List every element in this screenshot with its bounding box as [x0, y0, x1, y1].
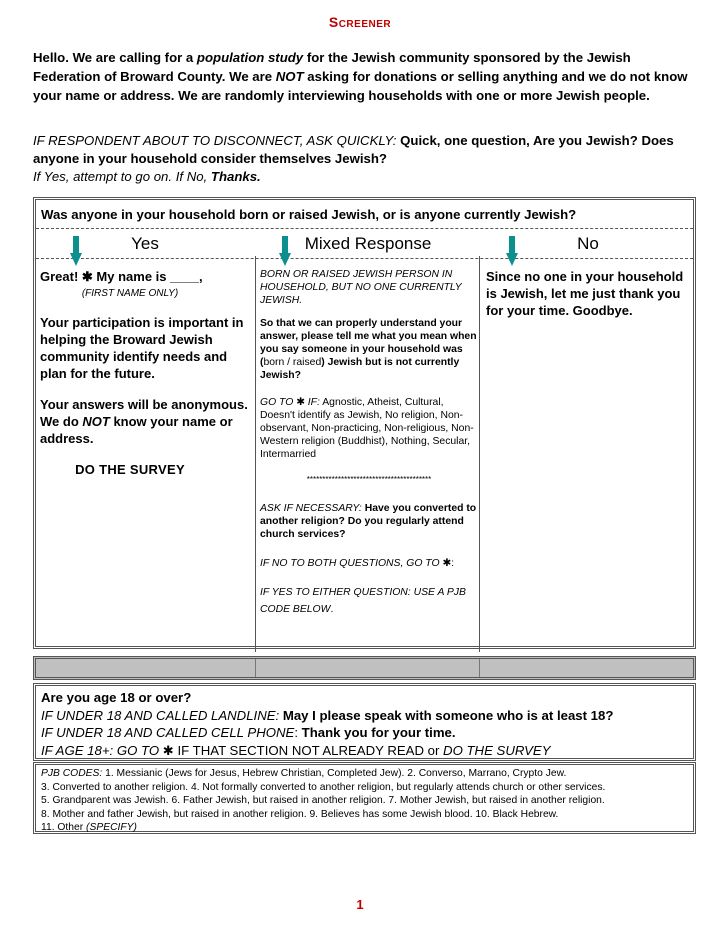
ask-questions: Have you converted to another religion? Do you regularly attend church services? — [260, 503, 477, 540]
asterisk-icon: ✱ — [81, 269, 93, 284]
yes-either-instruction: IF YES TO EITHER QUESTION: USE A PJB CODE BELOW — [260, 587, 466, 615]
born-raised-note: BORN OR RAISED JEWISH PERSON IN HOUSEHOLD, BUT NO ONE CURRENTLY JEWISH. — [260, 269, 462, 306]
ask-if-necessary-label: ASK IF NECESSARY: — [260, 503, 362, 514]
first-name-only-note: (FIRST NAME ONLY) — [81, 288, 179, 299]
followup-instruction: If Yes, attempt to go on. If No, — [33, 169, 211, 184]
anonymous-text-1: Your answers will be anonymous. We do — [40, 397, 248, 429]
age18-do-survey: DO THE SURVEY — [443, 742, 551, 758]
anonymous-text-2: know your name or address. — [40, 414, 233, 446]
anonymous-not: NOT — [82, 414, 110, 429]
main-question: Was anyone in your household born or raised Jewish, or is anyone currently Jewish? — [41, 207, 577, 222]
disconnect-note — [33, 132, 698, 186]
screener-question-box — [33, 197, 696, 649]
page-title: Screener — [328, 14, 392, 30]
column-divider-1 — [255, 256, 256, 652]
born-raised-choice: born / raised — [263, 357, 322, 368]
cell-instruction: IF UNDER 18 AND CALLED CELL PHONE — [41, 725, 295, 740]
age18-middle: IF THAT SECTION NOT ALREADY READ or — [173, 742, 444, 758]
great-text: Great! — [40, 269, 82, 284]
cell-thanks: Thank you for your time. — [301, 725, 456, 740]
landline-question: May I please speak with someone who is at least 18? — [279, 707, 614, 723]
cell-colon: : — [294, 725, 302, 740]
no-column-text: Since no one in your household is Jewish, let me just thank you for your time. Goodbye. — [486, 269, 684, 318]
pjb-line-5: 11. Other — [41, 822, 87, 834]
my-name-text: My name is ____, — [92, 269, 203, 284]
no-both-colon: : — [451, 558, 455, 569]
mixed-column — [260, 268, 478, 618]
column-header-no: No — [577, 234, 599, 253]
pjb-line-1: 1. Messianic (Jews for Jesus, Hebrew Christian, Completed Jew). 2. Converso, Marrano, Crypto Jew. — [102, 768, 567, 779]
page-number: 1 — [356, 897, 364, 912]
shade-divider-1 — [255, 659, 256, 677]
asterisk-icon: ✱ — [162, 742, 174, 758]
intro-paragraph — [33, 48, 698, 105]
landline-instruction: IF UNDER 18 AND CALLED LANDLINE: — [41, 707, 280, 723]
intro-text-2: for the Jewish community sponsored by the Jewish Federation of Broward County. We are — [33, 50, 631, 84]
disconnect-instruction: IF RESPONDENT ABOUT TO DISCONNECT, ASK QUICKLY: — [33, 133, 397, 148]
pjb-line-2: 3. Converted to another religion. 4. Not formally converted to another religion, but regularly attends church or other services. — [41, 781, 606, 793]
participation-text: Your participation is important in helping the Broward Jewish community identify needs and plan for the future. — [40, 315, 244, 381]
shaded-separator-row — [33, 656, 696, 680]
pjb-specify: (SPECIFY) — [86, 822, 137, 834]
shade-divider-2 — [479, 659, 480, 677]
column-divider-2 — [479, 256, 480, 652]
pjb-codes-box — [33, 762, 696, 834]
no-both-instruction: IF NO TO BOTH QUESTIONS, GO TO — [260, 558, 443, 569]
intro-emphasis-population: population study — [196, 50, 304, 65]
column-header-yes: Yes — [131, 234, 159, 253]
age18-instruction: IF AGE 18+: GO TO — [41, 742, 163, 758]
asterisk-icon: ✱ — [296, 397, 305, 408]
intro-text-1: Hello. We are calling for a — [33, 50, 197, 65]
intro-text-3: asking for donations or selling anything and we do not know your name or address. We are randomly interviewing households with one or more Jewish people. — [33, 69, 688, 103]
pjb-label: PJB CODES: — [41, 768, 103, 779]
column-header-mixed: Mixed Response — [304, 234, 432, 253]
thanks-text: Thanks. — [210, 169, 261, 184]
age-question: Are you age 18 or over? — [41, 690, 192, 705]
age-question-box — [33, 683, 696, 761]
goto-label: GO TO — [260, 397, 297, 408]
if-list: Agnostic, Atheist, Cultural, Doesn't identify as Jewish, No religion, Non-observant, Non-practicing, Non-religious, Non-Western religion (Buddhist), Nothing, Secular, Intermarried — [260, 397, 474, 460]
pjb-line-4: 8. Mother and father Jewish, but raised in another religion. 9. Believes has some Jewish blood. 10. Black Hebrew. — [41, 808, 559, 820]
yes-column — [40, 268, 250, 478]
understand-text-1: So that we can properly understand your answer, please tell me what you mean when you say someone in your household was ( — [260, 318, 477, 368]
asterisk-icon: ✱ — [442, 558, 452, 569]
pjb-line-3: 5. Grandparent was Jewish. 6. Father Jewish, but raised in another religion. 7. Mother Jewish, but raised in another religion. — [41, 795, 605, 807]
understand-text-2: ) Jewish but is not currently Jewish? — [260, 357, 460, 381]
if-label: IF: — [304, 397, 320, 408]
intro-emphasis-not: NOT — [275, 69, 304, 84]
dashed-divider-bottom — [36, 258, 693, 259]
quick-question: Quick, one question, Are you Jewish? Does anyone in your household consider themselves Jewish? — [33, 133, 674, 166]
do-the-survey-text: DO THE SURVEY — [75, 462, 185, 477]
star-separator: **************************************** — [306, 475, 432, 484]
dashed-divider-top — [36, 228, 693, 229]
yes-either-period: . — [330, 604, 334, 615]
